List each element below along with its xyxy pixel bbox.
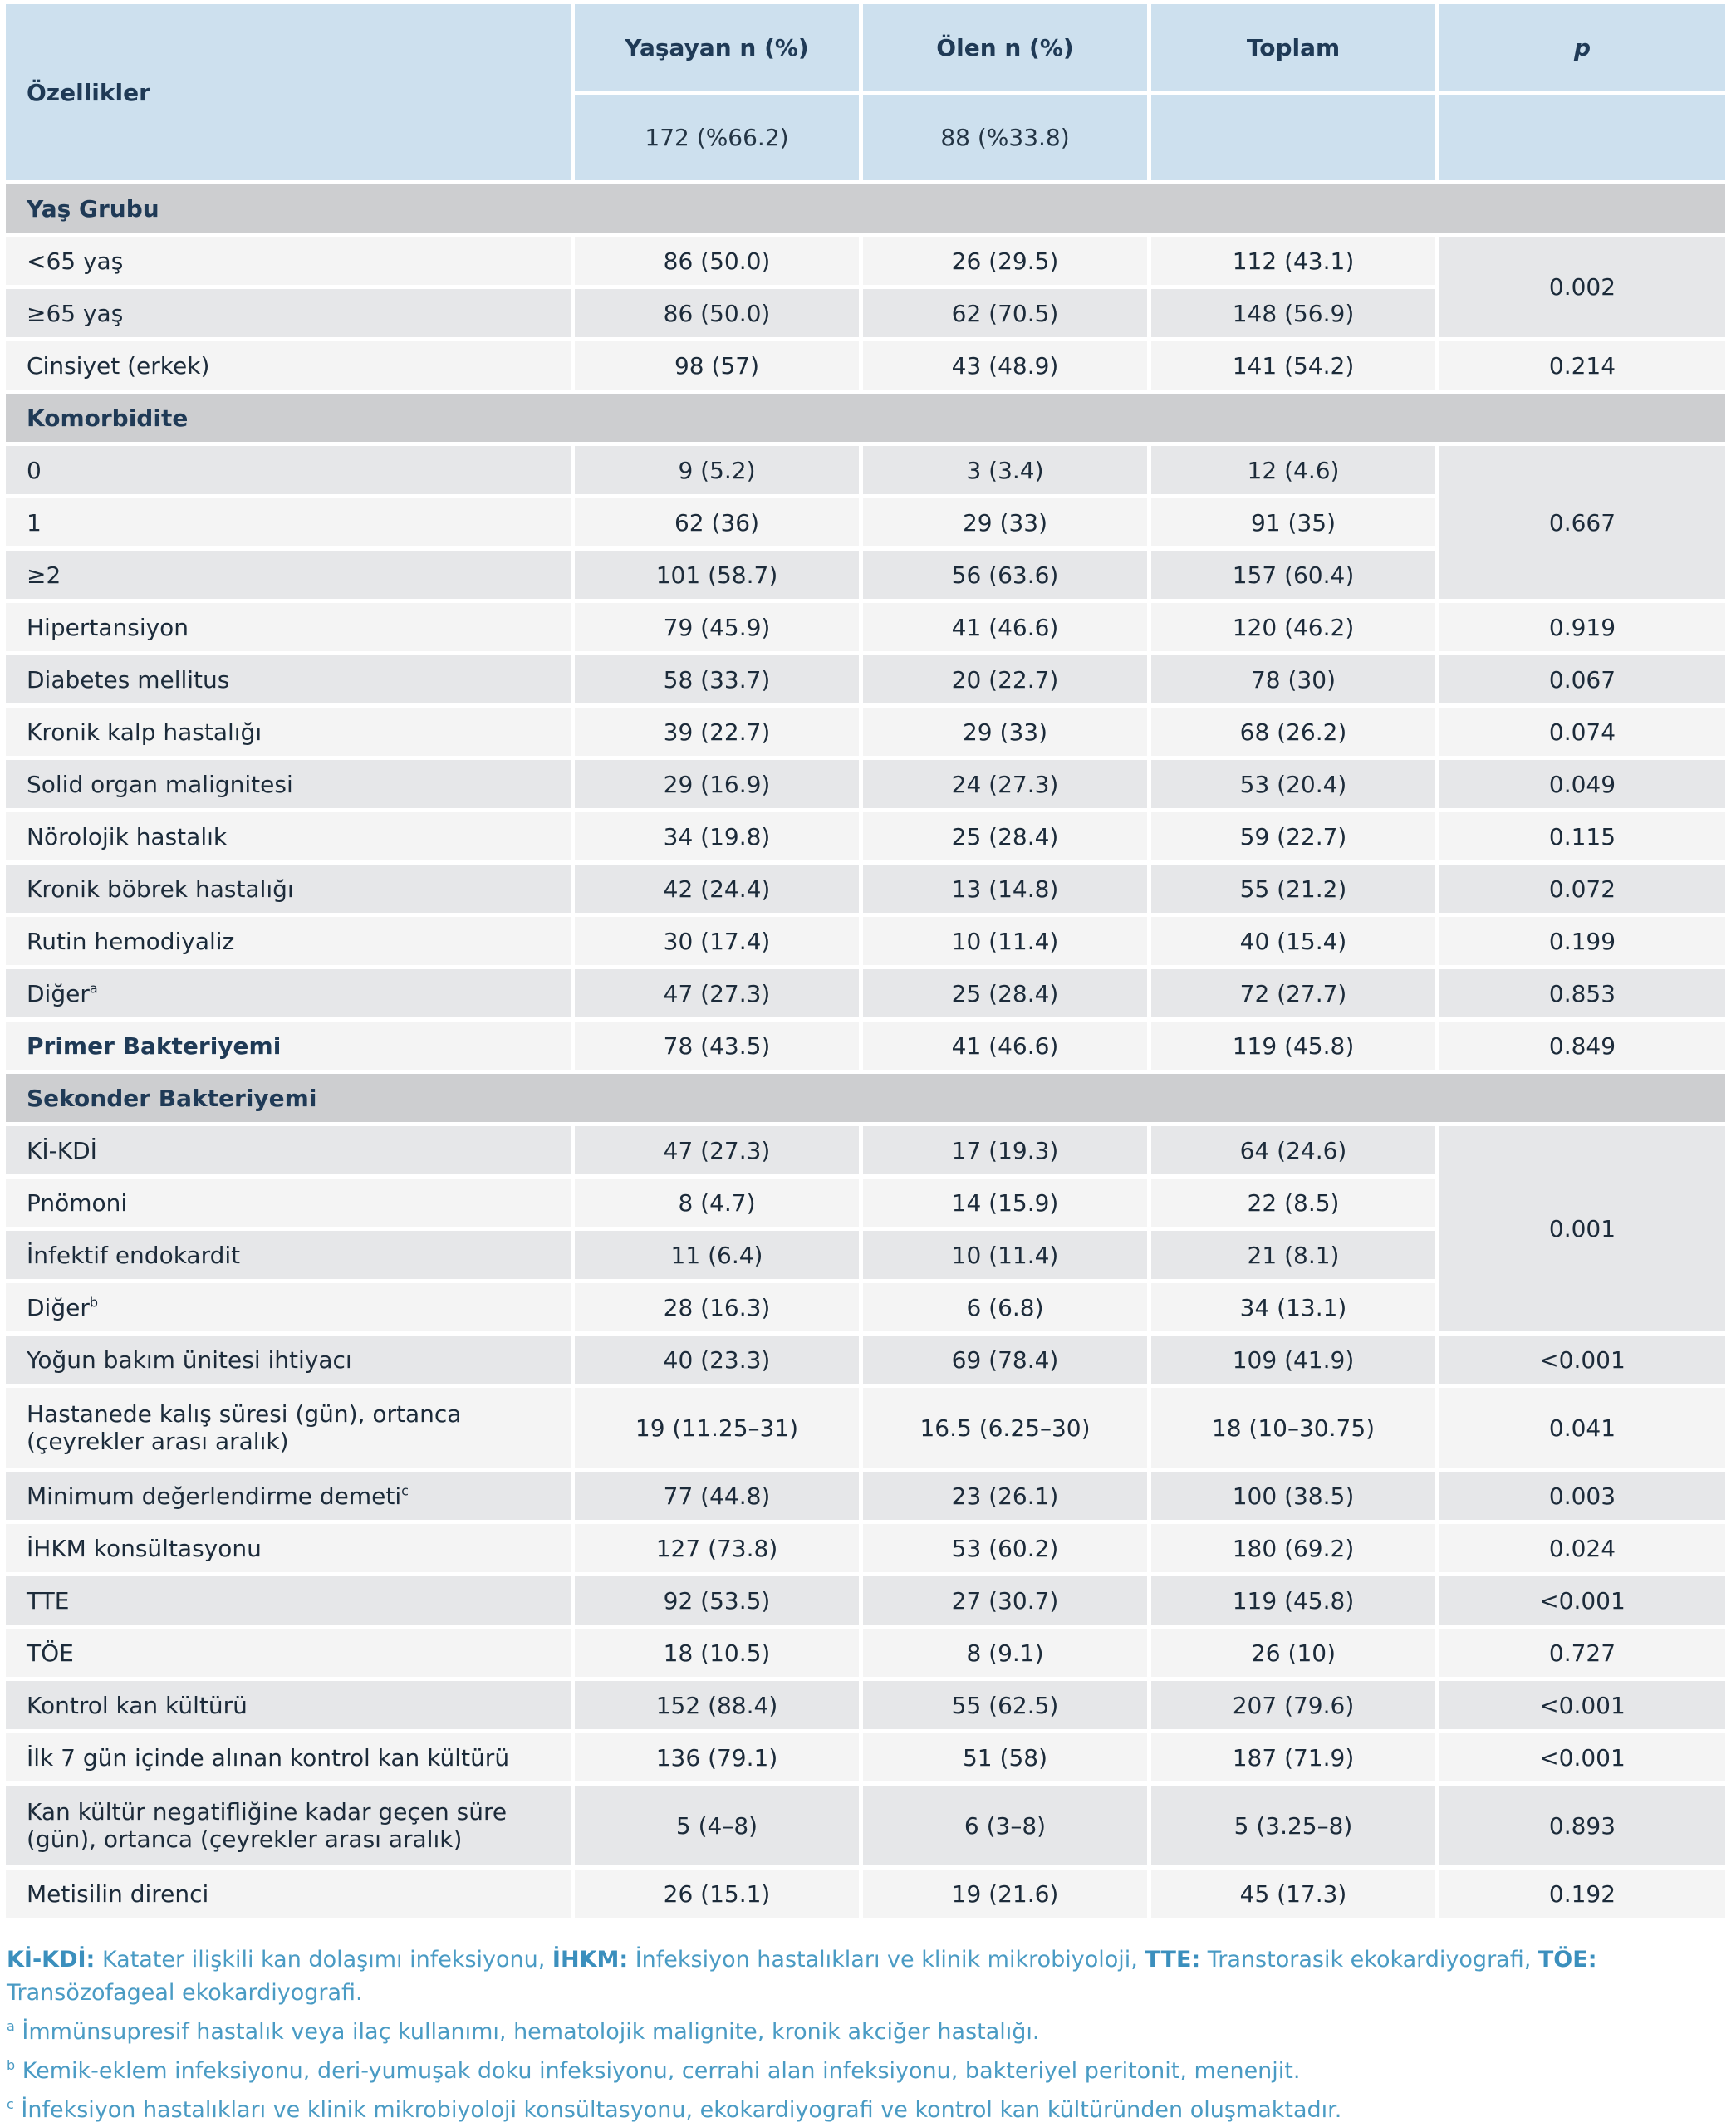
table-row xyxy=(6,341,1725,390)
abbr-text: Transözofageal ekokardiyografi. xyxy=(7,1980,363,2006)
row-p: 0.074 xyxy=(1439,708,1725,756)
table-row xyxy=(6,1786,1725,1865)
row-p: <0.001 xyxy=(1439,1733,1725,1781)
section-secondary: Sekonder Bakteriyemi xyxy=(6,1074,1725,1122)
footnote-mark: b xyxy=(7,2057,16,2073)
row-dead: 53 (60.2) xyxy=(863,1524,1147,1572)
row-total: 148 (56.9) xyxy=(1151,289,1435,337)
row-alive: 78 (43.5) xyxy=(575,1022,859,1070)
row-p: 0.067 xyxy=(1439,655,1725,703)
row-dead: 20 (22.7) xyxy=(863,655,1147,703)
row-label: Pnömoni xyxy=(6,1179,571,1227)
row-alive: 28 (16.3) xyxy=(575,1283,859,1331)
row-alive: 34 (19.8) xyxy=(575,812,859,860)
row-dead: 16.5 (6.25–30) xyxy=(863,1388,1147,1468)
row-label: TTE xyxy=(6,1576,571,1625)
row-dead: 23 (26.1) xyxy=(863,1472,1147,1520)
row-alive: 47 (27.3) xyxy=(575,969,859,1017)
row-dead: 24 (27.3) xyxy=(863,760,1147,808)
row-label: Yoğun bakım ünitesi ihtiyacı xyxy=(6,1336,571,1384)
row-label-text: Minimum değerlendirme demeti xyxy=(27,1482,402,1510)
table-row xyxy=(6,446,1725,494)
table-row xyxy=(6,1870,1725,1918)
row-alive: 42 (24.4) xyxy=(575,865,859,913)
row-label: 0 xyxy=(6,446,571,494)
row-alive: 5 (4–8) xyxy=(575,1786,859,1865)
row-alive: 92 (53.5) xyxy=(575,1576,859,1625)
row-total: 64 (24.6) xyxy=(1151,1126,1435,1174)
row-p: 0.072 xyxy=(1439,865,1725,913)
section-age-group: Yaş Grubu xyxy=(6,184,1725,233)
footnote-mark: c xyxy=(401,1483,409,1499)
section-row xyxy=(6,1074,1725,1122)
row-alive: 77 (44.8) xyxy=(575,1472,859,1520)
row-dead: 51 (58) xyxy=(863,1733,1147,1781)
row-label: 1 xyxy=(6,498,571,546)
table-row xyxy=(6,603,1725,651)
row-p: 0.041 xyxy=(1439,1388,1725,1468)
row-dead: 26 (29.5) xyxy=(863,237,1147,285)
row-p: 0.667 xyxy=(1439,446,1725,599)
row-alive: 79 (45.9) xyxy=(575,603,859,651)
row-label xyxy=(6,1472,571,1520)
row-total: 12 (4.6) xyxy=(1151,446,1435,494)
row-total: 109 (41.9) xyxy=(1151,1336,1435,1384)
table-row xyxy=(6,708,1725,756)
row-total: 180 (69.2) xyxy=(1151,1524,1435,1572)
row-p: 0.003 xyxy=(1439,1472,1725,1520)
row-total: 26 (10) xyxy=(1151,1629,1435,1677)
header-survivors: Yaşayan n (%) xyxy=(575,4,859,91)
row-dead: 41 (46.6) xyxy=(863,1022,1147,1070)
table-row xyxy=(6,812,1725,860)
row-p: <0.001 xyxy=(1439,1576,1725,1625)
row-dead: 10 (11.4) xyxy=(863,1231,1147,1279)
row-dead: 55 (62.5) xyxy=(863,1681,1147,1729)
table-row xyxy=(6,1388,1725,1468)
row-p: 0.727 xyxy=(1439,1629,1725,1677)
row-total: 112 (43.1) xyxy=(1151,237,1435,285)
row-label: Hipertansiyon xyxy=(6,603,571,651)
table-row xyxy=(6,969,1725,1017)
table-row xyxy=(6,1681,1725,1729)
row-total: 78 (30) xyxy=(1151,655,1435,703)
footnote-mark: b xyxy=(89,1294,99,1311)
table-row xyxy=(6,1022,1725,1070)
row-total: 157 (60.4) xyxy=(1151,551,1435,599)
row-label: Solid organ malignitesi xyxy=(6,760,571,808)
row-label xyxy=(6,969,571,1017)
table-row xyxy=(6,655,1725,703)
section-row xyxy=(6,184,1725,233)
row-total: 55 (21.2) xyxy=(1151,865,1435,913)
footnote-text: İmmünsupresif hastalık veya ilaç kullanımı, hematolojik malignite, kronik akciğer hastalığı. xyxy=(14,2019,1040,2045)
table-row xyxy=(6,237,1725,285)
row-dead: 6 (6.8) xyxy=(863,1283,1147,1331)
abbr-term: TÖE: xyxy=(1537,1947,1597,1973)
row-p: <0.001 xyxy=(1439,1681,1725,1729)
row-alive: 19 (11.25–31) xyxy=(575,1388,859,1468)
row-p: 0.849 xyxy=(1439,1022,1725,1070)
footnote-mark: a xyxy=(89,980,98,997)
characteristics-table xyxy=(2,0,1729,1922)
row-total: 40 (15.4) xyxy=(1151,917,1435,965)
header-total-n xyxy=(1151,95,1435,180)
footnote-mark: a xyxy=(7,2018,15,2034)
row-total: 34 (13.1) xyxy=(1151,1283,1435,1331)
abbr-term: İHKM: xyxy=(552,1947,629,1973)
table-row xyxy=(6,1472,1725,1520)
row-label-text: Diğer xyxy=(27,979,90,1007)
footnote-b xyxy=(7,2049,1726,2088)
row-alive: 39 (22.7) xyxy=(575,708,859,756)
abbr-term: TTE: xyxy=(1145,1947,1201,1973)
footnote-mark: c xyxy=(7,2096,14,2112)
row-p: 0.192 xyxy=(1439,1870,1725,1918)
footnote-a xyxy=(7,2010,1726,2049)
abbr-text: İnfeksiyon hastalıkları ve klinik mikrobiyoloji, xyxy=(628,1947,1145,1973)
row-p: 0.001 xyxy=(1439,1126,1725,1331)
row-alive: 18 (10.5) xyxy=(575,1629,859,1677)
row-p: 0.049 xyxy=(1439,760,1725,808)
row-alive: 62 (36) xyxy=(575,498,859,546)
row-alive: 30 (17.4) xyxy=(575,917,859,965)
row-label: Kronik böbrek hastalığı xyxy=(6,865,571,913)
row-total: 21 (8.1) xyxy=(1151,1231,1435,1279)
row-alive: 29 (16.9) xyxy=(575,760,859,808)
row-label: Hastanede kalış süresi (gün), ortanca (çeyrekler arası aralık) xyxy=(6,1388,571,1468)
header-p-n xyxy=(1439,95,1725,180)
header-characteristics: Özellikler xyxy=(6,4,571,180)
row-p: 0.199 xyxy=(1439,917,1725,965)
header-row xyxy=(6,4,1725,91)
header-survivors-n: 172 (%66.2) xyxy=(575,95,859,180)
row-alive: 127 (73.8) xyxy=(575,1524,859,1572)
row-dead: 29 (33) xyxy=(863,498,1147,546)
row-p: 0.115 xyxy=(1439,812,1725,860)
row-label: Kan kültür negatifliğine kadar geçen süre (gün), ortanca (çeyrekler arası aralık) xyxy=(6,1786,571,1865)
row-label: ≥2 xyxy=(6,551,571,599)
row-total: 68 (26.2) xyxy=(1151,708,1435,756)
abbreviations-note xyxy=(7,1943,1726,2010)
row-total: 100 (38.5) xyxy=(1151,1472,1435,1520)
row-alive: 26 (15.1) xyxy=(575,1870,859,1918)
row-label: Kronik kalp hastalığı xyxy=(6,708,571,756)
row-label-text: Diğer xyxy=(27,1293,90,1321)
section-comorbidity: Komorbidite xyxy=(6,394,1725,442)
row-dead: 17 (19.3) xyxy=(863,1126,1147,1174)
row-total: 91 (35) xyxy=(1151,498,1435,546)
row-total: 53 (20.4) xyxy=(1151,760,1435,808)
header-p: p xyxy=(1439,4,1725,91)
row-alive: 58 (33.7) xyxy=(575,655,859,703)
table-footnotes xyxy=(7,1943,1726,2127)
row-total: 45 (17.3) xyxy=(1151,1870,1435,1918)
row-dead: 3 (3.4) xyxy=(863,446,1147,494)
footnote-text: İnfeksiyon hastalıkları ve klinik mikrobiyoloji konsültasyonu, ekokardiyografi ve kontrol kan kültüründen oluşmaktadır. xyxy=(13,2097,1342,2123)
row-dead: 56 (63.6) xyxy=(863,551,1147,599)
row-label: İHKM konsültasyonu xyxy=(6,1524,571,1572)
row-label: Kontrol kan kültürü xyxy=(6,1681,571,1729)
header-total: Toplam xyxy=(1151,4,1435,91)
row-dead: 69 (78.4) xyxy=(863,1336,1147,1384)
section-row xyxy=(6,394,1725,442)
row-total: 18 (10–30.75) xyxy=(1151,1388,1435,1468)
row-p: 0.919 xyxy=(1439,603,1725,651)
table-row xyxy=(6,1336,1725,1384)
table-row xyxy=(6,1733,1725,1781)
row-dead: 10 (11.4) xyxy=(863,917,1147,965)
row-alive: 136 (79.1) xyxy=(575,1733,859,1781)
row-total: 72 (27.7) xyxy=(1151,969,1435,1017)
table-row xyxy=(6,1524,1725,1572)
row-dead: 41 (46.6) xyxy=(863,603,1147,651)
header-deceased-n: 88 (%33.8) xyxy=(863,95,1147,180)
row-total: 120 (46.2) xyxy=(1151,603,1435,651)
row-dead: 8 (9.1) xyxy=(863,1629,1147,1677)
table-row xyxy=(6,865,1725,913)
row-total: 119 (45.8) xyxy=(1151,1576,1435,1625)
row-p: 0.214 xyxy=(1439,341,1725,390)
row-p: 0.853 xyxy=(1439,969,1725,1017)
row-dead: 27 (30.7) xyxy=(863,1576,1147,1625)
row-total: 5 (3.25–8) xyxy=(1151,1786,1435,1865)
row-dead: 13 (14.8) xyxy=(863,865,1147,913)
row-p: 0.024 xyxy=(1439,1524,1725,1572)
row-label: İnfektif endokardit xyxy=(6,1231,571,1279)
row-alive: 11 (6.4) xyxy=(575,1231,859,1279)
row-dead: 14 (15.9) xyxy=(863,1179,1147,1227)
row-p: 0.002 xyxy=(1439,237,1725,337)
footnote-text: Kemik-eklem infeksiyonu, deri-yumuşak doku infeksiyonu, cerrahi alan infeksiyonu, bakteriyel peritonit, menenjit. xyxy=(15,2058,1301,2084)
row-total: 207 (79.6) xyxy=(1151,1681,1435,1729)
row-label: İlk 7 gün içinde alınan kontrol kan kültürü xyxy=(6,1733,571,1781)
row-label: <65 yaş xyxy=(6,237,571,285)
row-alive: 86 (50.0) xyxy=(575,237,859,285)
row-alive: 40 (23.3) xyxy=(575,1336,859,1384)
table-row xyxy=(6,1126,1725,1174)
row-label: ≥65 yaş xyxy=(6,289,571,337)
row-label: TÖE xyxy=(6,1629,571,1677)
row-label: Rutin hemodiyaliz xyxy=(6,917,571,965)
row-dead: 6 (3–8) xyxy=(863,1786,1147,1865)
row-total: 141 (54.2) xyxy=(1151,341,1435,390)
row-label: Kİ-KDİ xyxy=(6,1126,571,1174)
row-label xyxy=(6,1283,571,1331)
row-alive: 98 (57) xyxy=(575,341,859,390)
row-p: 0.893 xyxy=(1439,1786,1725,1865)
abbr-text: Katater ilişkili kan dolaşımı infeksiyonu, xyxy=(95,1947,552,1973)
abbr-text: Transtorasik ekokardiyografi, xyxy=(1200,1947,1538,1973)
row-alive: 9 (5.2) xyxy=(575,446,859,494)
row-label: Metisilin direnci xyxy=(6,1870,571,1918)
row-alive: 152 (88.4) xyxy=(575,1681,859,1729)
table-row xyxy=(6,1629,1725,1677)
row-dead: 25 (28.4) xyxy=(863,812,1147,860)
header-deceased: Ölen n (%) xyxy=(863,4,1147,91)
row-alive: 86 (50.0) xyxy=(575,289,859,337)
footnote-c xyxy=(7,2088,1726,2127)
row-dead: 43 (48.9) xyxy=(863,341,1147,390)
abbr-term: Kİ-KDİ: xyxy=(7,1947,96,1973)
row-total: 119 (45.8) xyxy=(1151,1022,1435,1070)
row-alive: 47 (27.3) xyxy=(575,1126,859,1174)
row-dead: 25 (28.4) xyxy=(863,969,1147,1017)
table-row xyxy=(6,760,1725,808)
row-dead: 29 (33) xyxy=(863,708,1147,756)
row-label: Cinsiyet (erkek) xyxy=(6,341,571,390)
row-dead: 19 (21.6) xyxy=(863,1870,1147,1918)
row-alive: 101 (58.7) xyxy=(575,551,859,599)
row-total: 22 (8.5) xyxy=(1151,1179,1435,1227)
table-row xyxy=(6,1576,1725,1625)
row-label: Diabetes mellitus xyxy=(6,655,571,703)
row-p: <0.001 xyxy=(1439,1336,1725,1384)
row-label: Nörolojik hastalık xyxy=(6,812,571,860)
row-total: 59 (22.7) xyxy=(1151,812,1435,860)
row-total: 187 (71.9) xyxy=(1151,1733,1435,1781)
row-label: Primer Bakteriyemi xyxy=(6,1022,571,1070)
row-dead: 62 (70.5) xyxy=(863,289,1147,337)
row-alive: 8 (4.7) xyxy=(575,1179,859,1227)
table-row xyxy=(6,917,1725,965)
